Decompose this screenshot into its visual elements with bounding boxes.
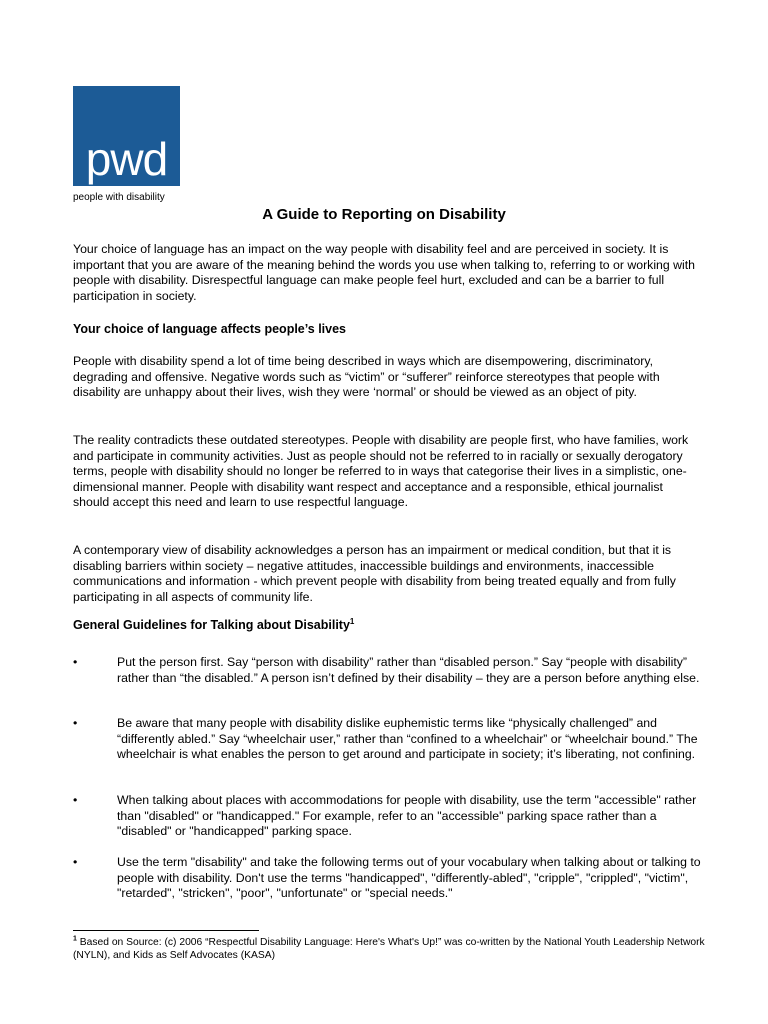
bullet-icon: • (73, 716, 78, 730)
footnote-number: 1 (73, 935, 77, 943)
bullet-text: Use the term "disability" and take the following terms out of your vocabulary when talking about or talking to people with disability. Don't use the terms "handicapped", "differently-abled", "cripple", "crippled", "victim", "retarded", "stricken", "poor", "unfortunate" or "special needs." (117, 855, 701, 900)
guidelines-heading-text: General Guidelines for Talking about Disability (73, 618, 350, 632)
footnote-text: Based on Source: (c) 2006 “Respectful Disability Language: Here's What's Up!” was co-written by the National Youth Leadership Network (NYLN), and Kids as Self Advocates (KASA) (73, 937, 705, 961)
logo-text: pwd (85, 133, 168, 185)
pwd-logo (73, 86, 180, 186)
paragraph-contemporary-view: A contemporary view of disability acknowledges a person has an impairment or medical condition, but that it is disabling barriers within society – negative attitudes, inaccessible buildings and environments, inaccessible communications and information - which prevent people with disability from being treated equally and from fully participating in all aspects of community life. (73, 543, 676, 604)
bullet-icon: • (73, 655, 78, 669)
section-heading-language: Your choice of language affects people’s lives (73, 322, 346, 336)
bullet-text: Be aware that many people with disability dislike euphemistic terms like “physically challenged” and “differently abled.” Say “wheelchair user,” rather than “confined to a wheelchair” or “wheelchair bound.” The wheelchair is what enables the person to get around and participate in society; it’s liberating, not confining. (117, 716, 698, 761)
bullet-icon: • (73, 793, 78, 807)
bullet-icon: • (73, 855, 78, 869)
bullet-text: Put the person first. Say “person with disability” rather than “disabled person.” Say “people with disability” rather than “the disabled.” A person isn’t defined by their disability – they are a person before anything else. (117, 655, 700, 685)
intro-paragraph: Your choice of language has an impact on the way people with disability feel and are perceived in society. It is important that you are aware of the meaning behind the words you use when talking to, referring to or working with people with disability. Disrespectful language can make people feel hurt, excluded and can be a barrier to full participation in society. (73, 242, 696, 303)
logo-tagline: people with disability (73, 192, 165, 203)
paragraph-reality: The reality contradicts these outdated stereotypes. People with disability are people first, who have families, work and participate in community activities. Just as people should not be referred to in racially or sexually derogatory terms, people with disability should no longer be referred to in ways that categorise their lives in a simplistic, one-dimensional manner. People with disability want respect and acceptance and a responsible, ethical journalist should accept this need and learn to use respectful language. (73, 433, 689, 509)
footnote-reference: 1 (349, 616, 355, 626)
section-heading-guidelines (73, 618, 701, 633)
footnote-divider (73, 930, 259, 931)
footnote (73, 936, 713, 962)
document-title: A Guide to Reporting on Disability (262, 206, 506, 223)
bullet-text: When talking about places with accommodations for people with disability, use the term "accessible" rather than "disabled" or "handicapped." For example, refer to an "accessible" parking space rather than a "disabled" or "handicapped" parking space. (117, 793, 697, 838)
paragraph-stereotypes: People with disability spend a lot of time being described in ways which are disempowering, discriminatory, degrading and offensive. Negative words such as “victim” or “sufferer” reinforce stereotypes that people with disability are unhappy about their lives, wish they were ‘normal’ or should be viewed as an object of pity. (73, 354, 660, 399)
